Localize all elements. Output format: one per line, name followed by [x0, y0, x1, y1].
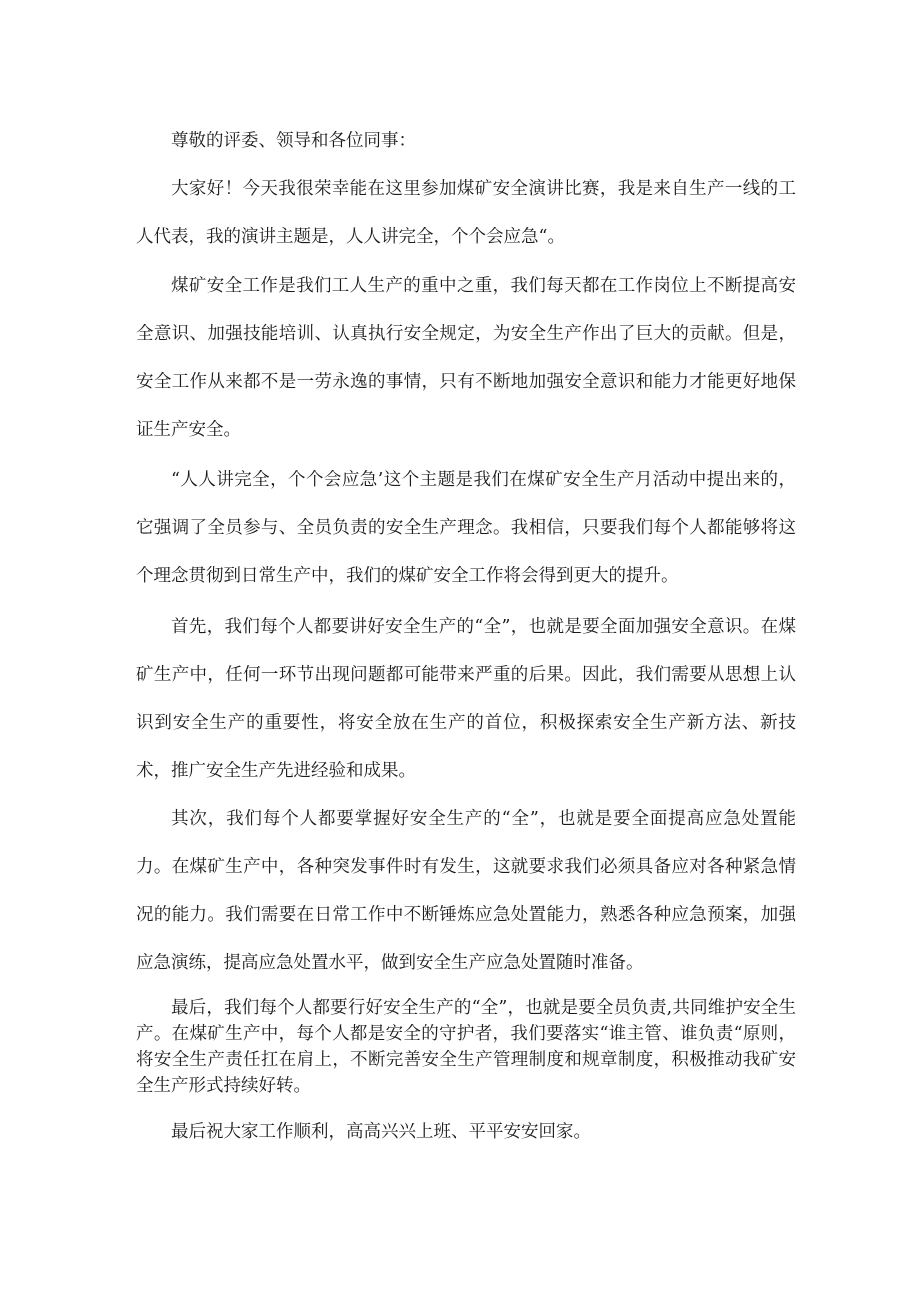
paragraph-closing: 最后祝大家工作顺利，高高兴兴上班、平平安安回家。: [171, 1122, 591, 1142]
paragraph-greeting: 大家好！今天我很荣幸能在这里参加煤矿安全演讲比赛，我是来自生产一线的工人代表，我的演讲主题是，人人讲完全，个个会应急“。: [136, 179, 796, 247]
paragraph-second: 其次，我们每个人都要掌握好安全生产的“全”，也就是要全面提高应急处置能力。在煤矿生产中，各种突发事件时有发生，这就要求我们必须具备应对各种紧急情况的能力。我们需要在日常工作中不断锤炼应急处置能力，熟悉各种应急预案，加强应急演练，提高应急处置水平，做到安全生产应急处置随时准备。: [136, 809, 796, 973]
paragraph-theme: “人人讲完全，个个会应急’这个主题是我们在煤矿安全生产月活动中提出来的，它强调了全员参与、全员负责的安全生产理念。我相信，只要我们每个人都能够将这个理念贯彻到日常生产中，我们的煤矿安全工作将会得到更大的提升。: [136, 470, 796, 586]
paragraph-importance: 煤矿安全工作是我们工人生产的重中之重，我们每天都在工作岗位上不断提高安全意识、加强技能培训、认真执行安全规定，为安全生产作出了巨大的贡献。但是，安全工作从来都不是一劳永逸的事情，只有不断地加强安全意识和能力才能更好地保证生产安全。: [136, 276, 796, 440]
paragraph-first: 首先，我们每个人都要讲好安全生产的“全”，也就是要全面加强安全意识。在煤矿生产中，任何一环节出现问题都可能带来严重的后果。因此，我们需要从思想上认识到安全生产的重要性，将安全放在生产的首位，积极探索安全生产新方法、新技术，推广安全生产先进经验和成果。: [136, 617, 796, 781]
salutation: 尊敬的评委、领导和各位同事：: [171, 131, 416, 151]
paragraph-last: 最后，我们每个人都要行好安全生产的“全”，也就是要全员负责,共同维护安全生产。在煤矿生产中，每个人都是安全的守护者，我们要落实“谁主管、谁负责“原则，将安全生产责任扛在肩上，不断完善安全生产管理制度和规章制度，积极推动我矿安全生产形式持续好转。: [136, 998, 796, 1096]
